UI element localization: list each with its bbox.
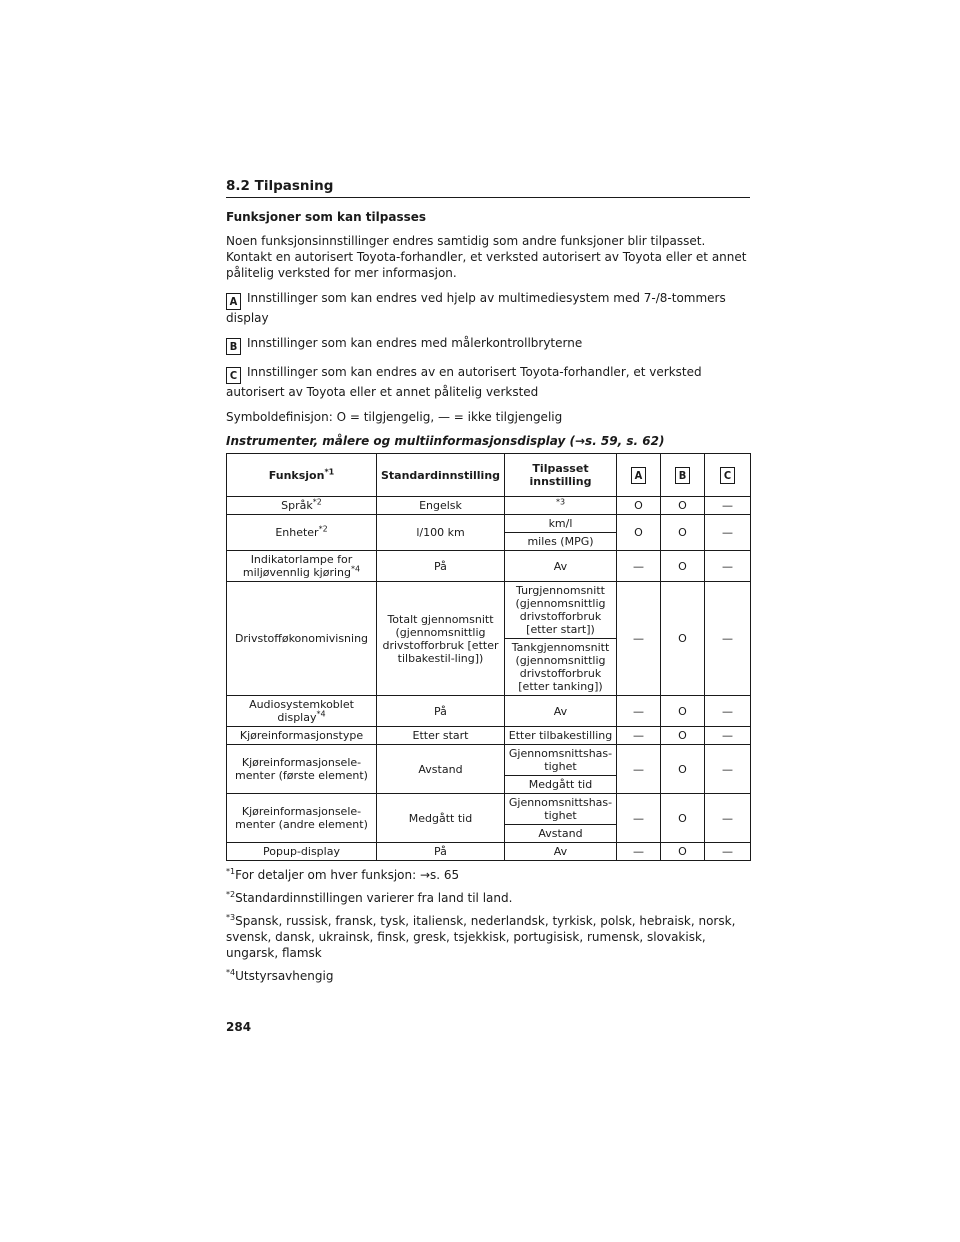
- table-row: [227, 843, 751, 861]
- table-row: [227, 727, 751, 745]
- cell-c: —: [705, 551, 751, 582]
- cell-standard: På: [377, 843, 505, 861]
- cell-b: O: [661, 551, 705, 582]
- cell-tilpasset: Medgått tid: [505, 776, 617, 794]
- badge-c: C: [226, 367, 241, 384]
- cell-c: —: [705, 696, 751, 727]
- item-b: [226, 335, 750, 355]
- cell-c: —: [705, 497, 751, 515]
- item-a: [226, 290, 750, 326]
- cell-b: O: [661, 727, 705, 745]
- heading: Funksjoner som kan tilpasses: [226, 210, 427, 224]
- settings-table: [226, 453, 751, 861]
- cell-c: —: [705, 794, 751, 843]
- cell-a: O: [617, 515, 661, 551]
- table-header-row: [227, 454, 751, 497]
- cell-a: O: [617, 497, 661, 515]
- cell-funksjon: Drivstofføkonomivisning: [227, 582, 377, 696]
- cell-funksjon: Kjøreinformasjonsele-menter (første element): [227, 745, 377, 794]
- footnote-1: $^{*1}$For detaljer om hver funksjon: →s. 65: [226, 867, 460, 882]
- footnote-4: $^{*4}$Utstyrsavhengig: [226, 968, 334, 983]
- badge-b-icon: B: [675, 467, 690, 484]
- cell-tilpasset: miles (MPG): [505, 533, 617, 551]
- cell-b: O: [661, 515, 705, 551]
- cell-tilpasset: *3: [505, 497, 617, 515]
- cell-tilpasset: Avstand: [505, 825, 617, 843]
- cell-a: —: [617, 696, 661, 727]
- table-row: [227, 582, 751, 639]
- footnote-3: $^{*3}$Spansk, russisk, fransk, tysk, italiensk, nederlandsk, tyrkisk, polsk, hebraisk, norsk, svensk, dansk, ukrainsk, finsk, gresk, tsjekkisk, portugisisk, rumensk, slovakisk, ungarsk, flamsk: [226, 913, 736, 960]
- cell-standard: På: [377, 551, 505, 582]
- cell-b: O: [661, 696, 705, 727]
- cell-standard: Engelsk: [377, 497, 505, 515]
- cell-tilpasset: Gjennomsnittshas-tighet: [505, 745, 617, 776]
- cell-tilpasset: Tankgjennomsnitt (gjennomsnittlig drivstofforbruk [etter tanking]): [505, 639, 617, 696]
- cell-standard: Medgått tid: [377, 794, 505, 843]
- cell-tilpasset: Turgjennomsnitt (gjennomsnittlig drivstofforbruk [etter start]): [505, 582, 617, 639]
- footnotes: [226, 867, 750, 984]
- cell-a: —: [617, 794, 661, 843]
- table-body: [227, 497, 751, 861]
- table-row: [227, 497, 751, 515]
- table-row: [227, 515, 751, 533]
- page-number: 284: [226, 1020, 252, 1034]
- table-row: [227, 794, 751, 825]
- header-funksjon: Funksjon$^{*1}$: [227, 454, 377, 497]
- footnote-2: $^{*2}$Standardinnstillingen varierer fra land til land.: [226, 890, 513, 905]
- cell-tilpasset: Av: [505, 696, 617, 727]
- cell-b: O: [661, 843, 705, 861]
- cell-a: —: [617, 727, 661, 745]
- cell-a: —: [617, 745, 661, 794]
- cell-standard: På: [377, 696, 505, 727]
- cell-a: —: [617, 551, 661, 582]
- badge-a-icon: A: [631, 467, 646, 484]
- table-row: [227, 745, 751, 776]
- section-header: 8.2 Tilpasning: [226, 178, 750, 198]
- table-title: Instrumenter, målere og multiinformasjonsdisplay (→s. 59, s. 62): [226, 434, 665, 448]
- header-b: [661, 454, 705, 497]
- badge-c-icon: C: [720, 467, 735, 484]
- cell-b: O: [661, 794, 705, 843]
- item-a-text: Innstillinger som kan endres ved hjelp av multimediesystem med 7-/8-tommers display: [226, 291, 726, 325]
- intro-paragraph: Noen funksjonsinnstillinger endres samtidig som andre funksjoner blir tilpasset. Kontakt en autorisert Toyota-forhandler, et verksted autorisert av Toyota eller et annet pålitelig verksted for mer informasjon.: [226, 234, 747, 280]
- cell-c: —: [705, 727, 751, 745]
- item-b-text: Innstillinger som kan endres med målerkontrollbryterne: [247, 336, 583, 350]
- cell-funksjon: Enheter$^{*2}$: [227, 515, 377, 551]
- cell-tilpasset: Av: [505, 843, 617, 861]
- badge-a: A: [226, 293, 241, 310]
- cell-standard: Etter start: [377, 727, 505, 745]
- cell-c: —: [705, 582, 751, 696]
- item-c-text: Innstillinger som kan endres av en autorisert Toyota-forhandler, et verksted autorisert av Toyota eller et annet pålitelig verksted: [226, 365, 702, 399]
- cell-funksjon: Kjøreinformasjonsele-menter (andre element): [227, 794, 377, 843]
- cell-tilpasset: Gjennomsnittshas-tighet: [505, 794, 617, 825]
- cell-a: —: [617, 582, 661, 696]
- header-a: [617, 454, 661, 497]
- cell-funksjon: Popup-display: [227, 843, 377, 861]
- cell-funksjon: Audiosystemkoblet display$^{*4}$: [227, 696, 377, 727]
- cell-funksjon: Indikatorlampe for miljøvennlig kjøring$^{*4}$: [227, 551, 377, 582]
- cell-a: —: [617, 843, 661, 861]
- cell-tilpasset: Av: [505, 551, 617, 582]
- item-c: [226, 364, 750, 400]
- cell-funksjon: Språk$^{*2}$: [227, 497, 377, 515]
- cell-b: O: [661, 745, 705, 794]
- symbol-definition: Symboldefinisjon: O = tilgjengelig, — = ikke tilgjengelig: [226, 410, 563, 424]
- header-standard: Standardinnstilling: [377, 454, 505, 497]
- cell-b: O: [661, 497, 705, 515]
- table-row: [227, 551, 751, 582]
- table-row: [227, 696, 751, 727]
- badge-b: B: [226, 338, 241, 355]
- cell-standard: l/100 km: [377, 515, 505, 551]
- cell-c: —: [705, 745, 751, 794]
- header-c: [705, 454, 751, 497]
- cell-standard: Totalt gjennomsnitt (gjennomsnittlig drivstofforbruk [etter tilbakestil-ling]): [377, 582, 505, 696]
- cell-b: O: [661, 582, 705, 696]
- cell-standard: Avstand: [377, 745, 505, 794]
- cell-funksjon: Kjøreinformasjonstype: [227, 727, 377, 745]
- header-tilpasset: Tilpasset innstilling: [505, 454, 617, 497]
- cell-c: —: [705, 843, 751, 861]
- cell-c: —: [705, 515, 751, 551]
- cell-tilpasset: Etter tilbakestilling: [505, 727, 617, 745]
- manual-page: [226, 178, 750, 991]
- cell-tilpasset: km/l: [505, 515, 617, 533]
